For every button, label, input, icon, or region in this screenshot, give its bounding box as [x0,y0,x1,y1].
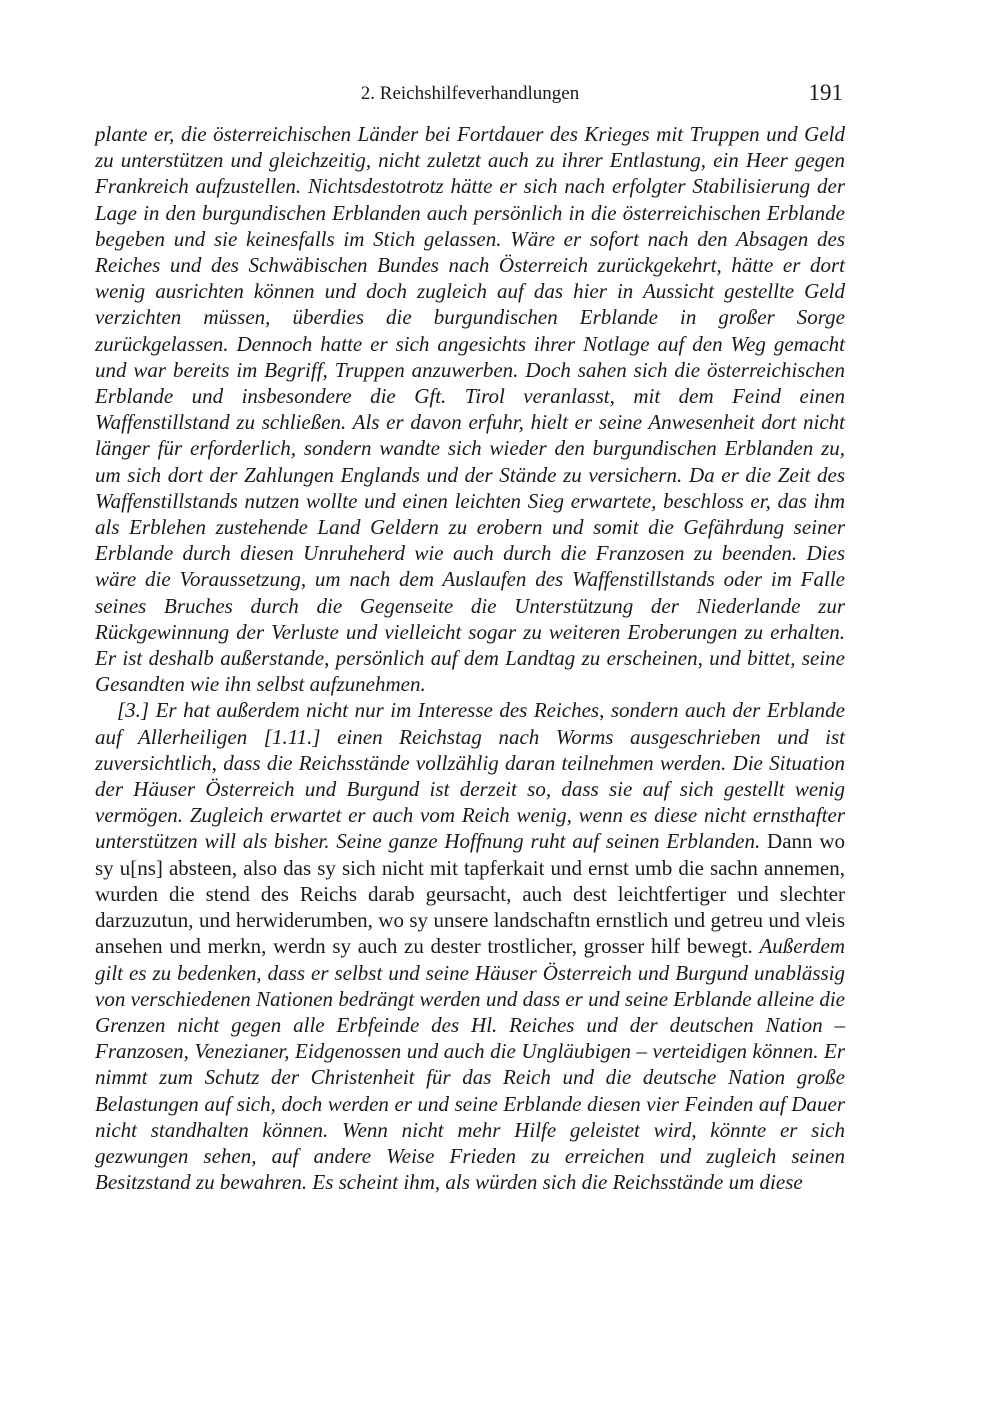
page-body [95,121,845,1195]
paragraph-2-summary-text: [3.] Er hat außerdem nicht nur im Interesse des Reiches, sondern auch der Erblande auf Allerheiligen [1.11.] einen Reichstag nach Worms ausgeschrieben und ist zuversichtlich, dass die Reichsstände vollzählig daran teilnehmen werden. Die Situation der Häuser Österreich und Burgund ist derzeit so, dass sie auf sich gestellt wenig vermögen. Zugleich erwartet er auch vom Reich wenig, wenn es diese nicht ernsthafter unterstützen will als bisher. Seine ganze Hoffnung ruht auf seinen Erblanden. [95,698,845,854]
running-head [95,80,845,108]
paragraph-2 [95,697,845,1195]
paragraph-1-summary-text: plante er, die österreichischen Länder bei Fortdauer des Krieges mit Truppen und Geld zu unterstützen und gleichzeitig, nicht zuletzt auch zu ihrer Entlastung, ein Heer gegen Frankreich aufzustellen. Nichtsdestotrotz hätte er sich nach erfolgter Stabilisierung der Lage in den burgundischen Erblanden auch persönlich in die österreichischen Erblande begeben und sie keinesfalls im Stich gelassen. Wäre er sofort nach den Absagen des Reiches und des Schwäbischen Bundes nach Österreich zurückgekehrt, hätte er dort wenig ausrichten können und doch zugleich auf das hier in Aussicht gestellte Geld verzichten müssen, überdies die burgundischen Erblande in großer Sorge zurückgelassen. Dennoch hatte er sich angesichts ihrer Notlage auf den Weg gemacht und war bereits im Begriff, Truppen anzuwerben. Doch sahen sich die österreichischen Erblande und insbesondere die Gft. Tirol veranlasst, mit dem Feind einen Waffenstillstand zu schließen. Als er davon erfuhr, hielt er seine Anwesenheit dort nicht länger für erforderlich, sondern wandte sich wieder den burgundischen Erblanden zu, um sich dort der Zahlungen Englands und der Stände zu versichern. Da er die Zeit des Waffenstillstands nutzen wollte und einen leichten Sieg erwartete, beschloss er, das ihm als Erblehen zustehende Land Geldern zu erobern und somit die Gefährdung seiner Erblande durch diesen Unruheherd wie auch durch die Franzosen zu beenden. Dies wäre die Voraussetzung, um nach dem Auslaufen des Waffenstillstands oder im Falle seines Bruches durch die Gegenseite die Unterstützung der Niederlande zur Rückgewinnung der Verluste und vielleicht sogar zu weiteren Eroberungen zu erhalten. Er ist deshalb außerstande, persönlich auf dem Landtag zu erscheinen, und bittet, seine Gesandten wie ihn selbst aufzunehmen. [95,122,845,697]
paragraph-1 [95,121,845,697]
paragraph-2-quoted-source-text: Dann wo sy u[ns] absteen, also das sy sich nicht mit tapferkait und ernst umb die sachn annemen, wurden die stend des Reichs darab geursacht, auch dest leichtfertiger und slechter darzuzutun, und herwiderumben, wo sy unsere landschaftn ernstlich und getreu und vleis ansehen und merkn, werdn sy auch zu dester trostlicher, grosser hilf bewegt. [95,829,845,959]
paragraph-2-summary-continuation: Außerdem gilt es zu bedenken, dass er selbst und seine Häuser Österreich und Burgund unablässig von verschiedenen Nationen bedrängt werden und dass er und seine Erblande alleine die Grenzen nicht gegen alle Erbfeinde des Hl. Reiches und der deutschen Nation – Franzosen, Venezianer, Eidgenossen und auch die Ungläubigen – verteidigen können. Er nimmt zum Schutz der Christenheit für das Reich und die deutsche Nation große Belastungen auf sich, doch werden er und seine Erblande diesen vier Feinden auf Dauer nicht standhalten können. Wenn nicht mehr Hilfe geleistet wird, könnte er sich gezwungen sehen, auf andere Weise Frieden zu erreichen und zugleich seinen Besitzstand zu bewahren. Es scheint ihm, als würden sich die Reichsstände um diese [95,934,845,1195]
running-head-title: 2. Reichshilfeverhandlungen [360,83,580,104]
page-number: 191 [808,80,843,105]
